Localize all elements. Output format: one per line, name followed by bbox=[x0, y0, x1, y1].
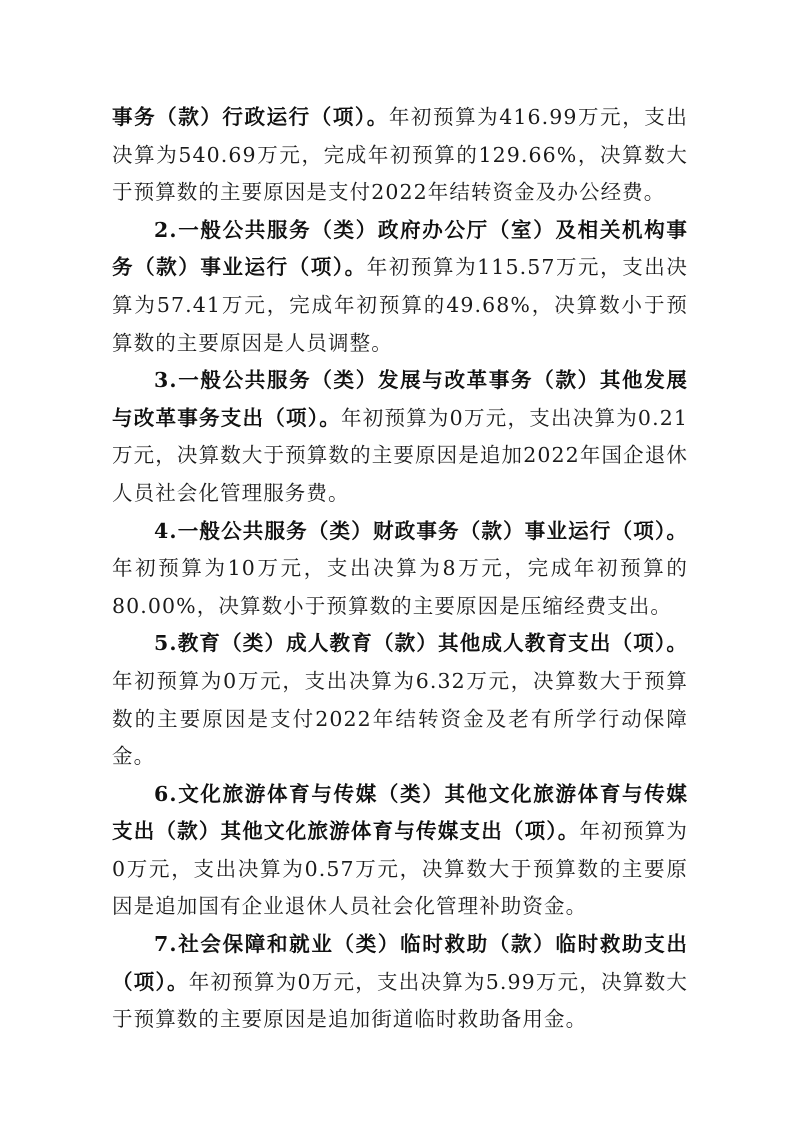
paragraph-3 bbox=[112, 362, 688, 512]
paragraph-body: 年初预算为0万元，支出决算为0.21万元，决算数大于预算数的主要原因是追加2022年国企退休人员社会化管理服务费。 bbox=[112, 405, 688, 505]
paragraph-heading: 5.教育（类）成人教育（款）其他成人教育支出（项）。 bbox=[154, 631, 688, 656]
paragraph-body: 年初预算为0万元，支出决算为5.99万元，决算数大于预算数的主要原因是追加街道临时救助备用金。 bbox=[112, 969, 689, 1032]
paragraph-7 bbox=[112, 926, 688, 1039]
paragraph-1 bbox=[112, 99, 688, 212]
paragraph-5 bbox=[112, 625, 688, 775]
paragraph-heading: 4.一般公共服务（类）财政事务（款）事业运行（项）。 bbox=[154, 518, 688, 543]
paragraph-heading: 7.社会保障和就业（类）临时救助（款）临时救助支出（项）。 bbox=[112, 932, 688, 994]
paragraph-body: 年初预算为10万元，支出决算为8万元，完成年初预算的80.00%，决算数小于预算数的主要原因是压缩经费支出。 bbox=[112, 556, 688, 618]
paragraph-4 bbox=[112, 513, 688, 626]
paragraph-2 bbox=[112, 212, 688, 362]
paragraph-heading: 2.一般公共服务（类）政府办公厅（室）及相关机构事务（款）事业运行（项）。 bbox=[112, 217, 688, 280]
paragraph-heading: 3.一般公共服务（类）发展与改革事务（款）其他发展与改革事务支出（项）。 bbox=[112, 368, 688, 430]
paragraph-body: 年初预算为416.99万元，支出决算为540.69万元，完成年初预算的129.66%，决算数大于预算数的主要原因是支付2022年结转资金及办公经费。 bbox=[112, 105, 688, 205]
paragraph-body: 年初预算为115.57万元，支出决算为57.41万元，完成年初预算的49.68%，决算数小于预算数的主要原因是人员调整。 bbox=[112, 255, 688, 355]
paragraph-6 bbox=[112, 776, 688, 926]
paragraph-body: 年初预算为0万元，支出决算为0.57万元，决算数大于预算数的主要原因是追加国有企业退休人员社会化管理补助资金。 bbox=[112, 819, 688, 919]
document-page bbox=[112, 99, 688, 1039]
paragraph-heading: 事务（款）行政运行（项）。 bbox=[112, 105, 389, 129]
paragraph-heading: 6.文化旅游体育与传媒（类）其他文化旅游体育与传媒支出（款）其他文化旅游体育与传媒支出（项）。 bbox=[112, 781, 688, 844]
paragraph-body: 年初预算为0万元，支出决算为6.32万元，决算数大于预算数的主要原因是支付2022年结转资金及老有所学行动保障金。 bbox=[112, 668, 688, 769]
